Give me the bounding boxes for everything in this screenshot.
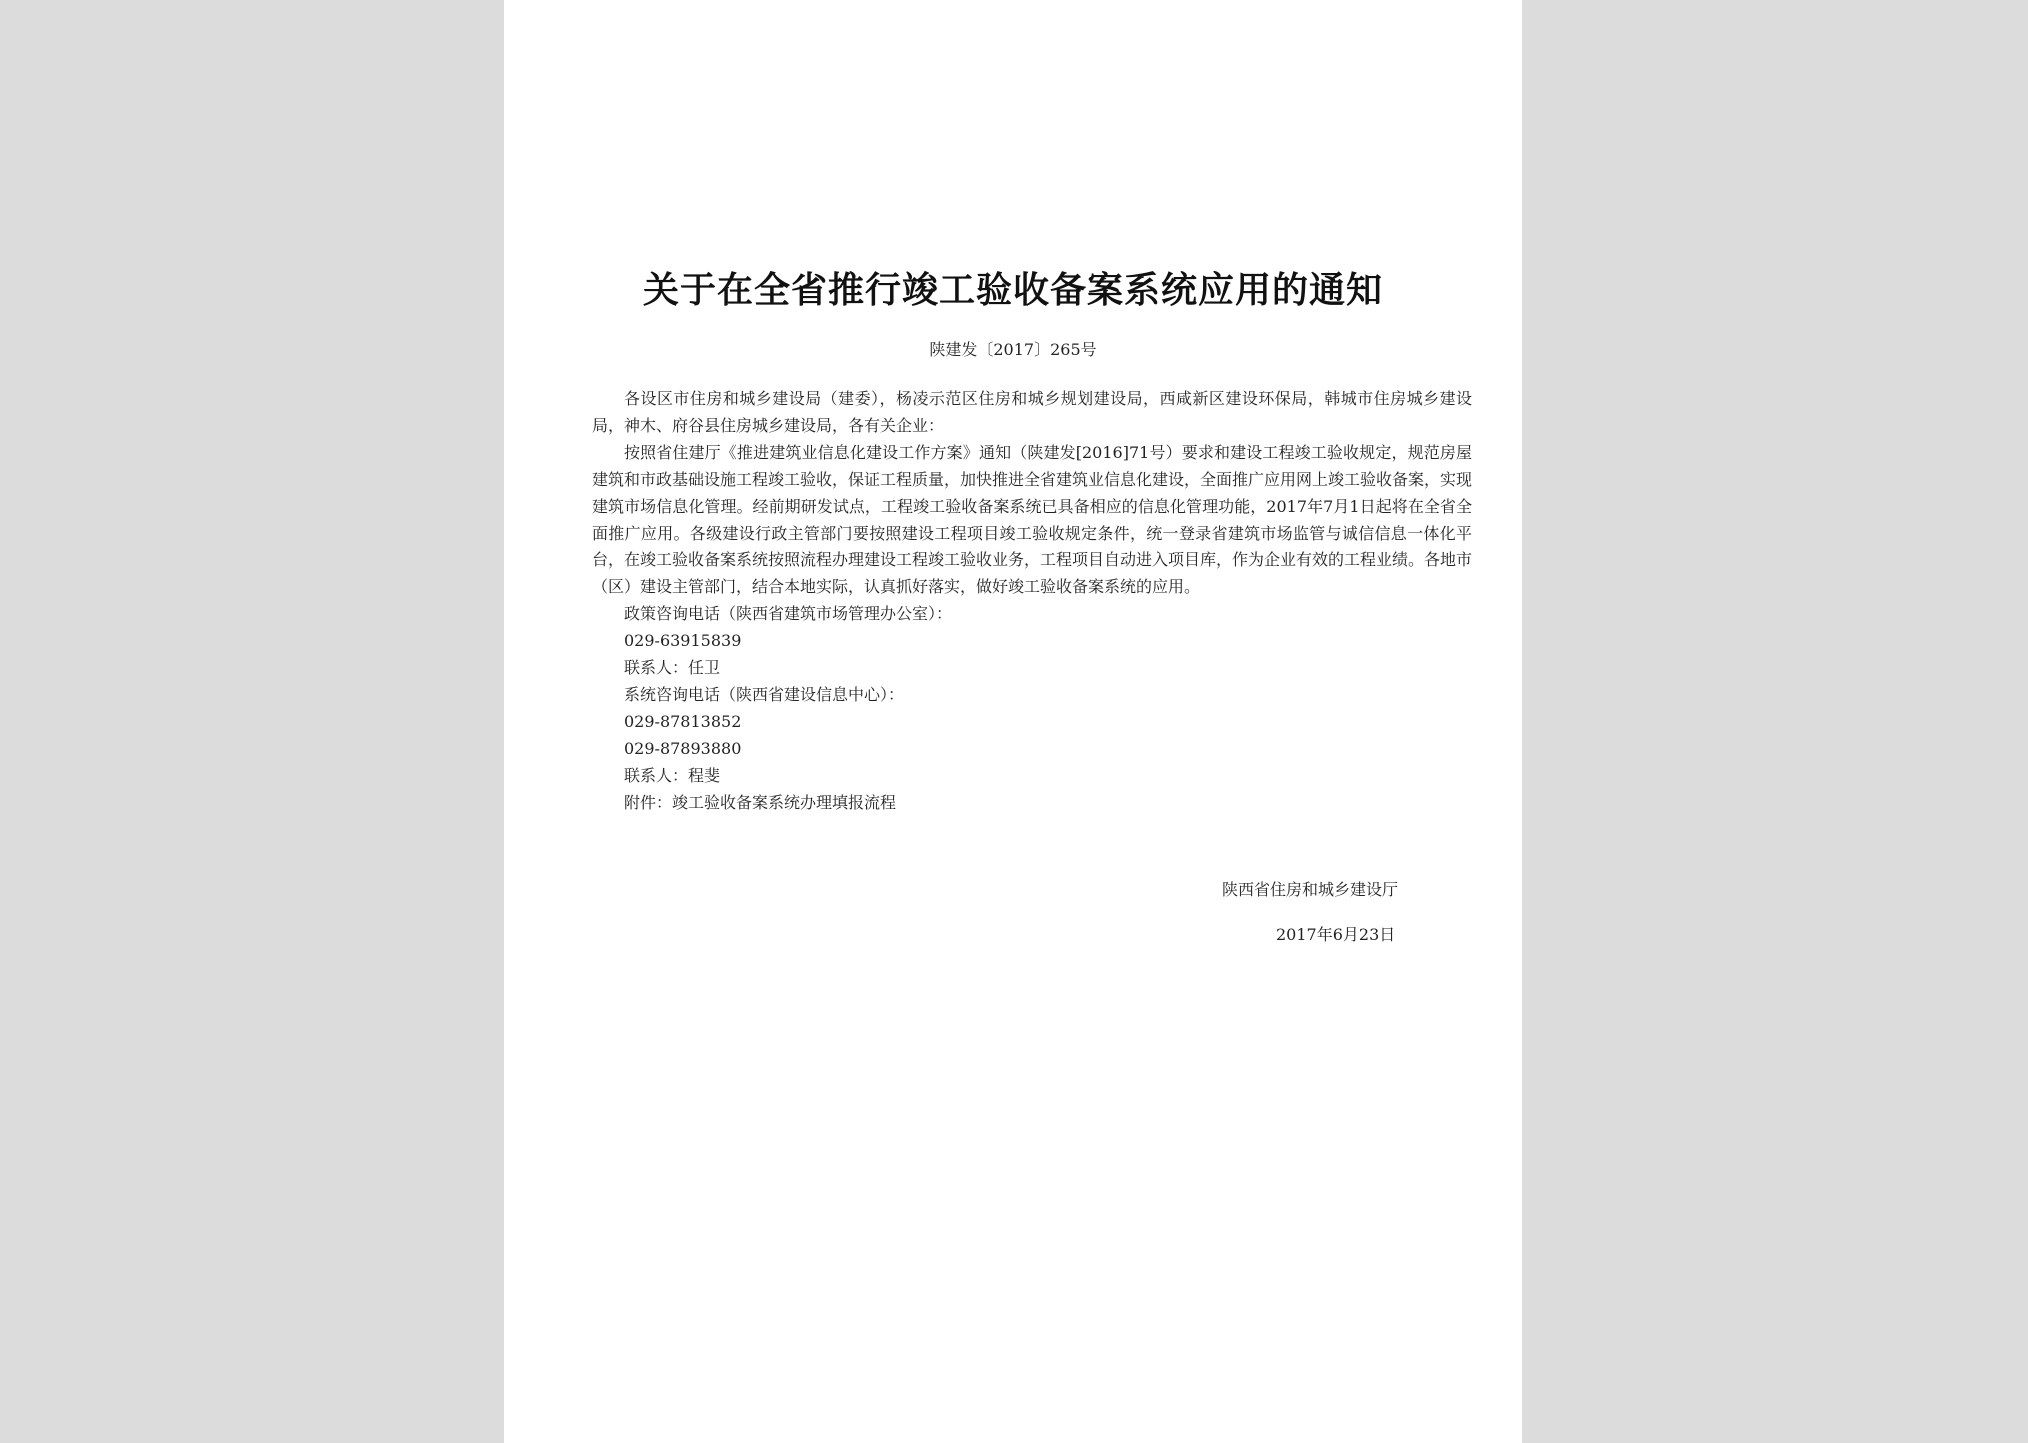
main-paragraph: 按照省住建厅《推进建筑业信息化建设工作方案》通知（陕建发[2016]71号）要求和建设工程竣工验收规定，规范房屋建筑和市政基础设施工程竣工验收，保证工程质量，加快推进全省建筑业信息化建设，全面推广应用网上竣工验收备案，实现建筑市场信息化管理。经前期研发试点，工程竣工验收备案系统已具备相应的信息化管理功能，2017年7月1日起将在全省全面推广应用。各级建设行政主管部门要按照建设工程项目竣工验收规定条件，统一登录省建筑市场监管与诚信信息一体化平台，在竣工验收备案系统按照流程办理建设工程竣工验收业务，工程项目自动进入项目库，作为企业有效的工程业绩。各地市（区）建设主管部门，结合本地实际，认真抓好落实，做好竣工验收备案系统的应用。 (592, 442, 1473, 597)
system-contact-person: 联系人：程斐 (624, 765, 721, 785)
signature-date: 2017年6月23日 (1276, 925, 1396, 944)
system-phone-number-1: 029-87813852 (624, 711, 742, 731)
document-body (592, 386, 1472, 817)
document-title: 关于在全省推行竣工验收备案系统应用的通知 (642, 269, 1383, 311)
policy-phone-number: 029-63915839 (624, 631, 742, 651)
policy-contact-person: 联系人：任卫 (624, 658, 721, 678)
document-page (504, 0, 1522, 1443)
document-number: 陕建发〔2017〕265号 (929, 340, 1097, 359)
system-phone-label: 系统咨询电话（陕西省建设信息中心）： (624, 684, 905, 704)
attachment-line: 附件：竣工验收备案系统办理填报流程 (624, 792, 897, 812)
signature-organization: 陕西省住房和城乡建设厅 (1222, 880, 1399, 899)
policy-phone-label: 政策咨询电话（陕西省建筑市场管理办公室）： (624, 604, 953, 624)
recipients-paragraph: 各设区市住房和城乡建设局（建委），杨凌示范区住房和城乡规划建设局，西咸新区建设环保局，韩城市住房城乡建设局，神木、府谷县住房城乡建设局，各有关企业： (592, 389, 1472, 435)
system-phone-number-2: 029-87893880 (624, 738, 742, 758)
